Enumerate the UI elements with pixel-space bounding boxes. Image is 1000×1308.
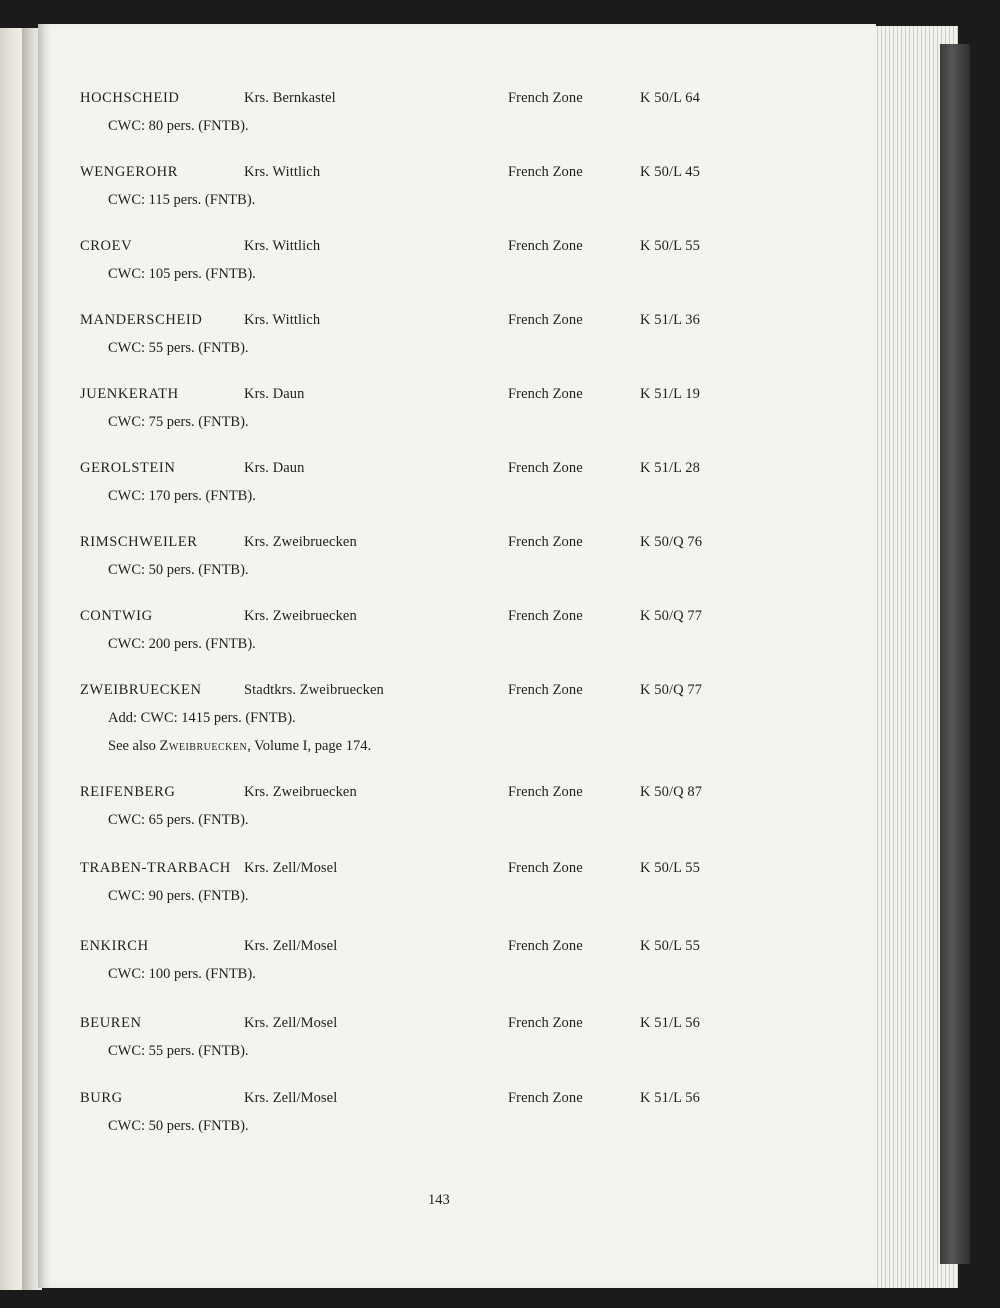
zone: French Zone: [508, 312, 583, 328]
see-also-suffix: , Volume I, page 174.: [247, 738, 372, 754]
grid-ref: K 50/L 45: [640, 164, 700, 180]
district: Krs. Bernkastel: [244, 90, 336, 106]
entry-traben-trarbach: [80, 860, 780, 920]
cwc-note: CWC: 115 pers. (FNTB).: [108, 192, 256, 208]
entry-juenkerath: [80, 386, 780, 446]
zone: French Zone: [508, 784, 583, 800]
zone: French Zone: [508, 938, 583, 954]
district: Krs. Daun: [244, 386, 305, 402]
place-name: BURG: [80, 1090, 123, 1106]
grid-ref: K 50/Q 87: [640, 784, 703, 800]
grid-ref: K 50/Q 77: [640, 608, 703, 624]
district: Krs. Wittlich: [244, 238, 321, 254]
zone: French Zone: [508, 1015, 583, 1031]
see-also-prefix: See also: [108, 738, 160, 754]
zone: French Zone: [508, 460, 583, 476]
place-name: BEUREN: [80, 1015, 142, 1031]
entry-croev: [80, 238, 780, 298]
entry-reifenberg: [80, 784, 780, 844]
cwc-note: CWC: 170 pers. (FNTB).: [108, 488, 256, 504]
grid-ref: K 50/L 55: [640, 238, 700, 254]
entry-wengerohr: [80, 164, 780, 224]
grid-ref: K 51/L 28: [640, 460, 700, 476]
cwc-note: CWC: 50 pers. (FNTB).: [108, 1118, 249, 1134]
district: Krs. Zell/Mosel: [244, 938, 338, 954]
entry-hochscheid: [80, 90, 780, 150]
district: Krs. Wittlich: [244, 312, 321, 328]
grid-ref: K 50/Q 76: [640, 534, 703, 550]
district: Krs. Wittlich: [244, 164, 321, 180]
zone: French Zone: [508, 682, 583, 698]
place-name: REIFENBERG: [80, 784, 176, 800]
cwc-note: Add: CWC: 1415 pers. (FNTB).: [108, 710, 296, 726]
grid-ref: K 50/L 64: [640, 90, 700, 106]
district: Krs. Zweibruecken: [244, 534, 357, 550]
zone: French Zone: [508, 534, 583, 550]
zone: French Zone: [508, 386, 583, 402]
see-also-note: [108, 738, 371, 755]
cwc-note: CWC: 75 pers. (FNTB).: [108, 414, 249, 430]
place-name: RIMSCHWEILER: [80, 534, 198, 550]
cwc-note: CWC: 80 pers. (FNTB).: [108, 118, 249, 134]
page-number: 143: [428, 1192, 450, 1208]
entry-manderscheid: [80, 312, 780, 372]
district: Krs. Zweibruecken: [244, 608, 357, 624]
cwc-note: CWC: 65 pers. (FNTB).: [108, 812, 249, 828]
zone: French Zone: [508, 238, 583, 254]
see-also-place: Zweibruecken: [159, 738, 248, 754]
district: Krs. Zell/Mosel: [244, 1090, 338, 1106]
district: Krs. Zell/Mosel: [244, 1015, 338, 1031]
grid-ref: K 51/L 19: [640, 386, 700, 402]
place-name: MANDERSCHEID: [80, 312, 203, 328]
district: Krs. Daun: [244, 460, 305, 476]
grid-ref: K 51/L 36: [640, 312, 700, 328]
grid-ref: K 51/L 56: [640, 1090, 700, 1106]
district: Stadtkrs. Zweibruecken: [244, 682, 384, 698]
cwc-note: CWC: 90 pers. (FNTB).: [108, 888, 249, 904]
cwc-note: CWC: 55 pers. (FNTB).: [108, 1043, 249, 1059]
place-name: CROEV: [80, 238, 133, 254]
entry-gerolstein: [80, 460, 780, 520]
grid-ref: K 50/L 55: [640, 938, 700, 954]
district: Krs. Zweibruecken: [244, 784, 357, 800]
place-name: CONTWIG: [80, 608, 153, 624]
place-name: WENGEROHR: [80, 164, 179, 180]
grid-ref: K 51/L 56: [640, 1015, 700, 1031]
cwc-note: CWC: 100 pers. (FNTB).: [108, 966, 256, 982]
place-name: HOCHSCHEID: [80, 90, 180, 106]
place-name: GEROLSTEIN: [80, 460, 176, 476]
book-cover-edge: [940, 44, 970, 1264]
entry-enkirch: [80, 938, 780, 998]
place-name: TRABEN-TRARBACH: [80, 860, 231, 876]
cwc-note: CWC: 55 pers. (FNTB).: [108, 340, 249, 356]
zone: French Zone: [508, 860, 583, 876]
zone: French Zone: [508, 1090, 583, 1106]
place-name: JUENKERATH: [80, 386, 179, 402]
cwc-note: CWC: 105 pers. (FNTB).: [108, 266, 256, 282]
zone: French Zone: [508, 90, 583, 106]
cwc-note: CWC: 200 pers. (FNTB).: [108, 636, 256, 652]
place-name: ENKIRCH: [80, 938, 149, 954]
entry-rimschweiler: [80, 534, 780, 594]
zone: French Zone: [508, 164, 583, 180]
grid-ref: K 50/L 55: [640, 860, 700, 876]
grid-ref: K 50/Q 77: [640, 682, 703, 698]
entry-beuren: [80, 1015, 780, 1075]
entry-zweibruecken: [80, 682, 780, 762]
zone: French Zone: [508, 608, 583, 624]
place-name: ZWEIBRUECKEN: [80, 682, 202, 698]
district: Krs. Zell/Mosel: [244, 860, 338, 876]
cwc-note: CWC: 50 pers. (FNTB).: [108, 562, 249, 578]
entry-burg: [80, 1090, 780, 1150]
entry-contwig: [80, 608, 780, 668]
